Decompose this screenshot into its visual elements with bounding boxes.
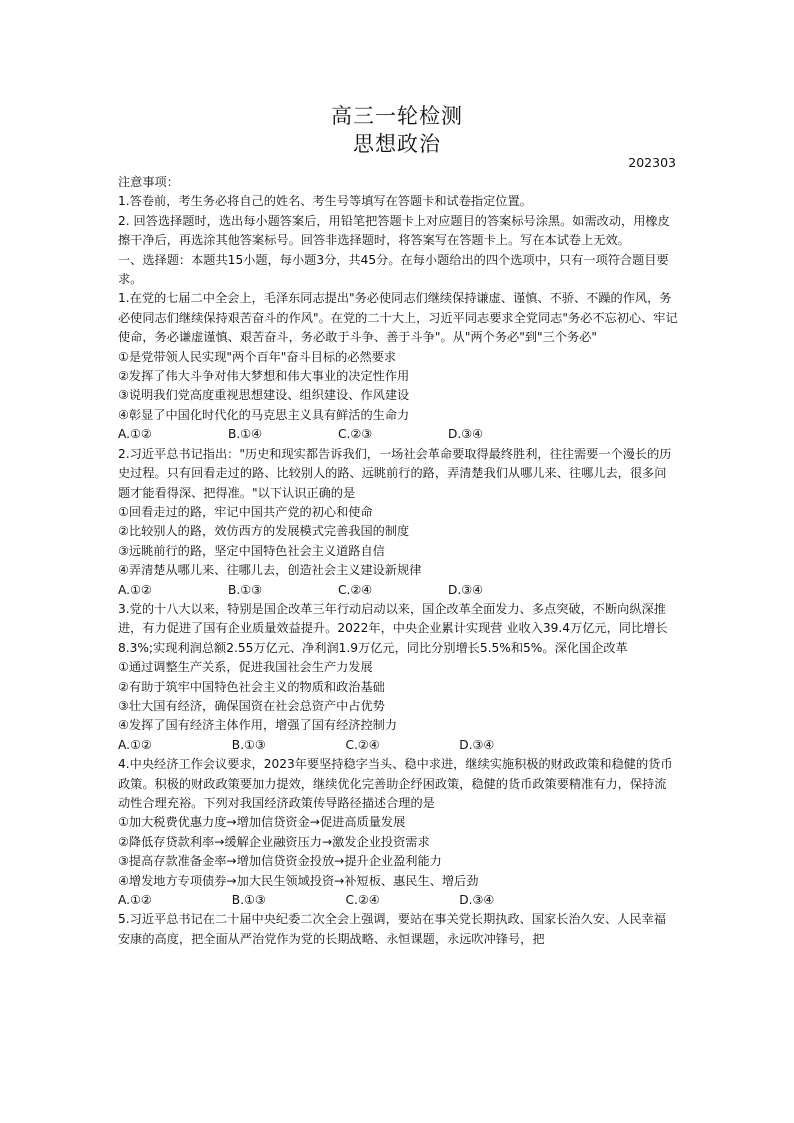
option-d: D.③④ xyxy=(459,737,495,752)
question-stem: 3.党的十八大以来，特别是国企改革三年行动启动以来，国企改革全面发力、多点突破，不断向纵深推进，有力促进了国有企业质量效益提升。2022年，中央企业累计实现营 业收入39.4万亿元，同比增长8.3%;实现利润总额2.55万亿元、净利润1.9万亿元，同比分别增长5.5%和5%。深化国企改革 xyxy=(118,601,668,655)
notice-item-1: 1.答卷前，考生务必将自己的姓名、考生号等填写在答题卡和试卷指定位置。 xyxy=(118,194,532,209)
option-c: C.②④ xyxy=(345,893,380,908)
notice-heading: 注意事项： xyxy=(118,175,179,189)
question-item: ④弄清楚从哪儿来、往哪儿去，创造社会主义建设新规律 xyxy=(118,563,422,578)
notice-item-2: 2. 回答选择题时，选出每小题答案后，用铅笔把答题卡上对应题目的答案标号涂黑。如需改动，用橡皮擦干净后，再选涂其他答案标号。回答非选择题时，将答案写在答题卡上。写在本试卷上无效。 xyxy=(118,213,670,248)
exam-title: 高三一轮检测 xyxy=(331,104,463,128)
answer-options xyxy=(118,891,573,910)
exam-subject: 思想政治 xyxy=(353,132,441,156)
question-item: ②降低存贷款利率→缓解企业融资压力→激发企业投资需求 xyxy=(118,834,430,849)
answer-options xyxy=(118,581,558,600)
option-c: C.②④ xyxy=(345,737,380,752)
question-item: ②发挥了伟大斗争对伟大梦想和伟大事业的决定性作用 xyxy=(118,369,410,384)
option-d: D.③④ xyxy=(448,582,484,597)
question-item: ③提高存款准备金率→增加信贷资金投放→提升企业盈利能力 xyxy=(118,854,442,869)
question-item: ①通过调整生产关系，促进我国社会生产力发展 xyxy=(118,660,373,675)
answer-options xyxy=(118,425,558,444)
question-stem: 2.习近平总书记指出："历史和现实都告诉我们，一场社会革命要取得最终胜利，往往需要一个漫长的历史过程。只有回看走过的路、比较别人的路、远眺前行的路，弄清楚我们从哪儿来、往哪儿去，很多问题才能看得深、把得准。"以下认识正确的是 xyxy=(118,446,672,500)
option-c: C.②③ xyxy=(338,427,373,442)
option-c: C.②④ xyxy=(338,582,373,597)
option-b: B.①③ xyxy=(228,582,263,597)
question-item: ③壮大国有经济，确保国资在社会总资产中占优势 xyxy=(118,698,385,713)
question-item: ①加大税费优惠力度→增加信贷资金→促进高质量发展 xyxy=(118,815,406,830)
question-stem: 1.在党的七届二中全会上，毛泽东同志提出"务必使同志们继续保持谦虚、谨慎、不骄、不躁的作风，务必使同志们继续保持艰苦奋斗的作风"。在党的二十大上，习近平同志要求全党同志"务必不忘初心、牢记使命，务必谦虚谨慎、艰苦奋斗，务必敢于斗争、善于斗争"。从"两个务必"到"三个务必" xyxy=(118,291,678,345)
option-b: B.①③ xyxy=(231,737,266,752)
question-item: ③说明我们党高度重视思想建设、组织建设、作风建设 xyxy=(118,388,410,403)
section-heading: 一、选择题：本题共15小题，每小题3分，共45分。在每小题给出的四个选项中，只有一项符合题目要求。 xyxy=(118,252,669,287)
option-a: A.①② xyxy=(118,893,152,908)
option-a: A.①② xyxy=(118,737,152,752)
exam-body xyxy=(118,173,678,949)
question-item: ④发挥了国有经济主体作用，增强了国有经济控制力 xyxy=(118,718,398,733)
question-item: ①回看走过的路，牢记中国共产党的初心和使命 xyxy=(118,504,373,519)
option-d: D.③④ xyxy=(448,427,484,442)
option-b: B.①③ xyxy=(231,893,266,908)
question-stem: 5.习近平总书记在二十届中央纪委二次全会上强调，要站在事关党长期执政、国家长治久安、人民幸福安康的高度，把全面从严治党作为党的长期战略、永恒课题，永远吹冲锋号，把 xyxy=(118,912,666,946)
option-d: D.③④ xyxy=(459,893,495,908)
question-item: ③远眺前行的路，坚定中国特色社会主义道路自信 xyxy=(118,543,385,558)
question-item: ④彰显了中国化时代化的马克思主义具有鲜活的生命力 xyxy=(118,407,410,422)
option-a: A.①② xyxy=(118,427,152,442)
option-b: B.①④ xyxy=(228,427,263,442)
question-stem: 4.中央经济工作会议要求，2023年要坚持稳字当头、稳中求进，继续实施积极的财政政策和稳健的货币政策。积极的财政政策要加力提效，继续优化完善助企纾困政策，稳健的货币政策要精准有力，保持流动性合理充裕。下列对我国经济政策传导路径描述合理的是 xyxy=(118,757,673,810)
question-item: ②有助于筑牢中国特色社会主义的物质和政治基础 xyxy=(118,679,385,694)
question-item: ①是党带领人民实现"两个百年"奋斗目标的必然要求 xyxy=(118,349,397,364)
option-a: A.①② xyxy=(118,582,152,597)
question-item: ②比较别人的路，效仿西方的发展模式完善我国的制度 xyxy=(118,524,410,539)
answer-options xyxy=(118,736,573,755)
exam-date: 202303 xyxy=(628,155,676,170)
question-item: ④增发地方专项债券→加大民生领域投资→补短板、惠民生、增后劲 xyxy=(118,873,479,888)
